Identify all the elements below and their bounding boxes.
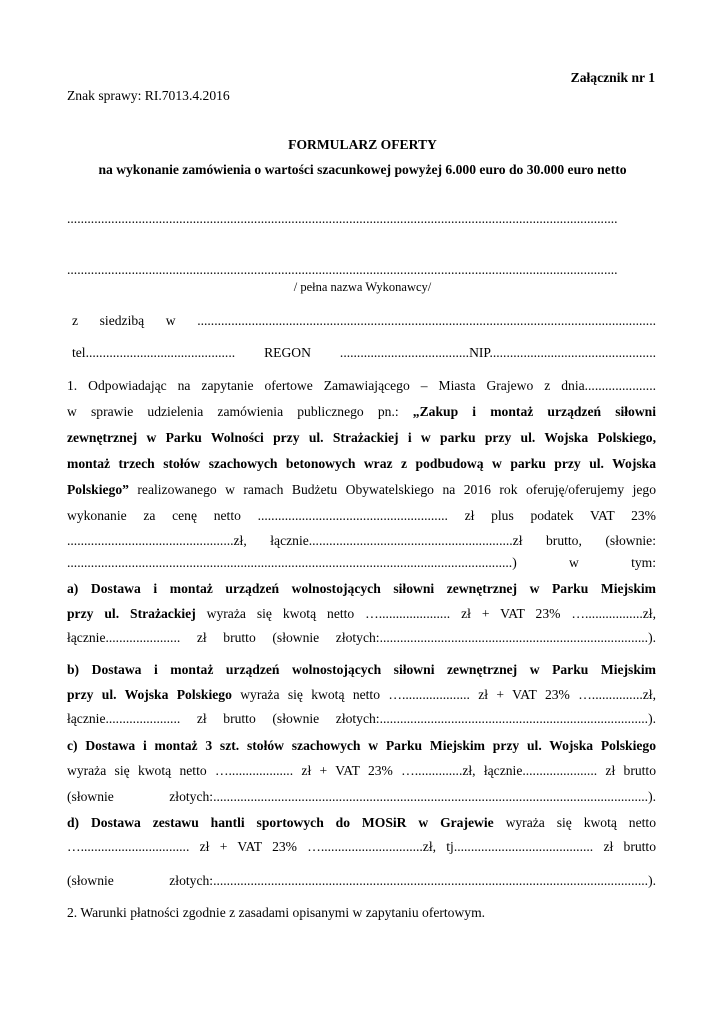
contractor-name-caption: / pełna nazwa Wykonawcy/ — [293, 280, 432, 294]
item-c-line-3: (słownie złotych:................................................................................................................................). — [67, 789, 656, 804]
item-a-line-2: przy ul. Strażackiej wyraża się kwotą netto …..................... zł + VAT 23% ….................zł, — [67, 606, 656, 621]
item-b-line-3: łącznie...................... zł brutto (słownie złotych:...............................................................................). — [67, 711, 656, 726]
contractor-contacts-field[interactable]: tel............................................ REGON ......................................NIP................................................. — [72, 345, 656, 360]
item-b-line-1: b) Dostawa i montaż urządzeń wolnostojących siłowni zewnętrznej w Parku Miejskim — [67, 662, 656, 677]
form-title: FORMULARZ OFERTY — [288, 137, 437, 152]
section1-line-2: w sprawie udzielenia zamówienia publicznego pn.: „Zakup i montaż urządzeń siłowni — [67, 404, 657, 419]
contractor-name-line-2[interactable]: .................................................................................................................................................................. — [67, 262, 618, 277]
section1-line-8: ...................................................................................................................................) w tym: — [67, 555, 656, 570]
contractor-seat-field[interactable]: z siedzibą w ....................................................................................................................................... — [72, 313, 656, 328]
item-d-line-3: (słownie złotych:................................................................................................................................). — [67, 873, 656, 888]
contractor-name-line-1[interactable]: .................................................................................................................................................................. — [67, 211, 618, 226]
item-c-line-2: wyraża się kwotą netto …................... zł + VAT 23% …..............zł, łącznie...................... zł brutto — [67, 763, 656, 778]
item-b-line-2: przy ul. Wojska Polskiego wyraża się kwotą netto ….................... zł + VAT 23% …...............zł, — [67, 687, 656, 702]
item-a-line-1: a) Dostawa i montaż urządzeń wolnostojących siłowni zewnętrznej w Parku Miejskim — [67, 581, 656, 596]
section1-line-1: 1. Odpowiadając na zapytanie ofertowe Zamawiającego – Miasta Grajewo z dnia..................... — [67, 378, 656, 393]
section1-line-3: zewnętrznej w Parku Wolności przy ul. Strażackiej i w parku przy ul. Wojska Polskiego, — [67, 430, 656, 445]
item-d-line-1: d) Dostawa zestawu hantli sportowych do MOSiR w Grajewie wyraża się kwotą netto — [67, 815, 656, 830]
section2-text: 2. Warunki płatności zgodnie z zasadami opisanymi w zapytaniu ofertowym. — [67, 905, 486, 920]
case-reference: Znak sprawy: RI.7013.4.2016 — [67, 88, 230, 103]
section1-line-4: montaż trzech stołów szachowych betonowych wraz z podbudową w parku przy ul. Wojska — [67, 456, 656, 471]
item-d-line-2: …................................ zł + VAT 23% …..............................zł, tj......................................... zł brutto — [67, 839, 656, 854]
item-a-line-3: łącznie...................... zł brutto (słownie złotych:...............................................................................). — [67, 630, 656, 645]
section1-line-7: .................................................zł, łącznie............................................................zł brutto, (słownie: — [67, 533, 656, 548]
attachment-label: Załącznik nr 1 — [570, 70, 655, 85]
item-c-line-1: c) Dostawa i montaż 3 szt. stołów szachowych w Parku Miejskim przy ul. Wojska Polskiego — [67, 738, 656, 753]
section1-line-5: Polskiego” realizowanego w ramach Budżetu Obywatelskiego na 2016 rok oferuję/oferujemy jego — [67, 482, 656, 497]
form-subtitle: na wykonanie zamówienia o wartości szacunkowej powyżej 6.000 euro do 30.000 euro netto — [98, 162, 627, 177]
section1-line-6: wykonanie za cenę netto ........................................................ zł plus podatek VAT 23% — [67, 508, 656, 523]
